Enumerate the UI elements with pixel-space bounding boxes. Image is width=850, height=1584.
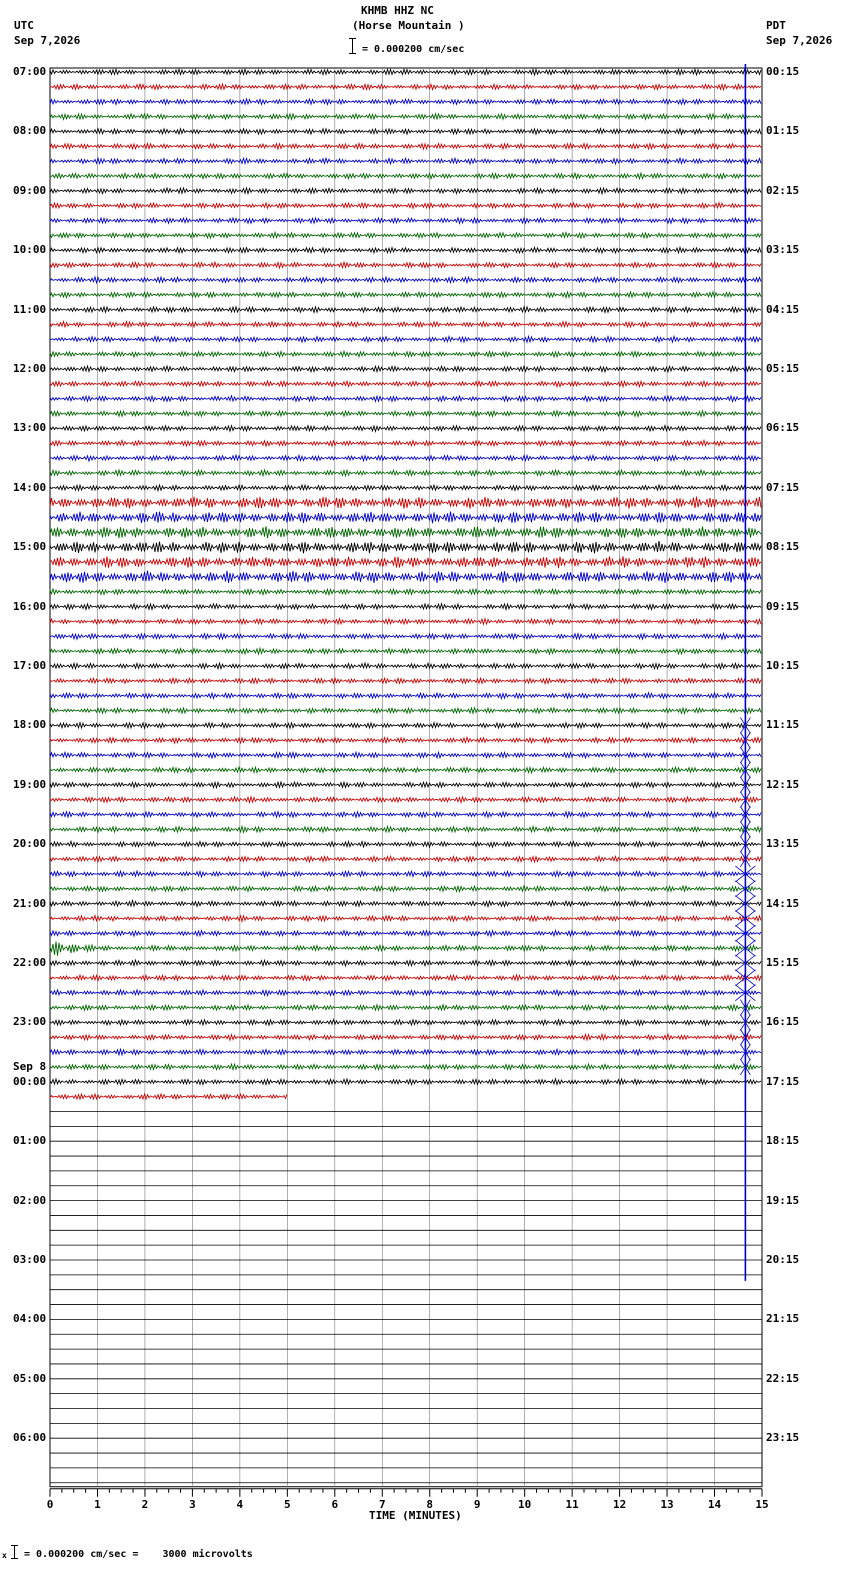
left-hour-label: 23:00 — [13, 1015, 47, 1029]
right-hour-label: 13:15 — [766, 837, 800, 851]
x-tick-label: 12 — [612, 1497, 627, 1511]
seismic-traces — [50, 64, 762, 1483]
footer-scale-bar-bottom-cap — [11, 1558, 18, 1559]
trace-line — [50, 916, 761, 922]
right-hour-label: 23:15 — [766, 1431, 800, 1445]
footer-mark: x — [2, 1551, 7, 1560]
trace-line — [50, 960, 761, 966]
right-hour-label: 01:15 — [766, 124, 800, 138]
trace-line — [50, 366, 761, 372]
right-hour-label: 03:15 — [766, 243, 800, 257]
x-tick-label: 7 — [378, 1497, 386, 1511]
trace-line — [50, 1005, 761, 1011]
station-title: KHMB HHZ NC — [361, 4, 434, 17]
trace-line — [50, 99, 761, 105]
x-tick-label: 13 — [660, 1497, 674, 1511]
trace-line — [50, 497, 761, 509]
trace-line — [50, 797, 761, 803]
trace-line — [50, 512, 761, 524]
right-hour-label: 11:15 — [766, 718, 800, 732]
right-hour-label: 00:15 — [766, 65, 800, 78]
left-timezone: UTC — [14, 19, 34, 32]
trace-line — [50, 1034, 761, 1040]
left-hour-label: 20:00 — [13, 837, 47, 851]
trace-line — [50, 663, 761, 669]
trace-line — [50, 604, 761, 610]
left-hour-label: 04:00 — [13, 1312, 47, 1326]
trace-line — [50, 737, 761, 743]
left-hour-label: 03:00 — [13, 1253, 47, 1266]
trace-line — [50, 886, 761, 892]
x-tick-label: 1 — [94, 1497, 101, 1511]
trace-line — [50, 277, 761, 283]
trace-line — [50, 411, 761, 417]
right-hour-label: 15:15 — [766, 956, 800, 969]
left-hour-label: 14:00 — [13, 480, 47, 494]
left-hour-label: 21:00 — [13, 896, 47, 910]
left-hour-label: 19:00 — [13, 777, 47, 791]
trace-line — [50, 826, 761, 832]
trace-line — [50, 634, 761, 640]
trace-line — [50, 871, 761, 877]
right-hour-label: 21:15 — [766, 1312, 800, 1326]
trace-line — [50, 1064, 761, 1070]
right-hour-label: 17:15 — [766, 1074, 800, 1088]
trace-line — [50, 84, 761, 90]
trace-line — [50, 782, 761, 788]
x-tick-label: 2 — [141, 1497, 149, 1511]
footer-scale-bar-top-cap — [11, 1545, 18, 1546]
left-date-change-label: Sep 8 — [13, 1059, 47, 1073]
trace-line — [50, 455, 761, 461]
left-hour-label: 02:00 — [13, 1193, 47, 1207]
left-hour-label: 13:00 — [13, 421, 47, 435]
trace-line — [50, 440, 761, 446]
right-hour-label: 04:15 — [766, 302, 800, 316]
left-hour-label: 00:00 — [13, 1074, 47, 1088]
x-tick-label: 8 — [426, 1497, 434, 1511]
trace-line — [50, 381, 761, 387]
right-hour-label: 16:15 — [766, 1015, 800, 1029]
trace-line — [50, 841, 761, 847]
trace-line — [50, 426, 761, 432]
right-hour-label: 14:15 — [766, 896, 800, 910]
trace-line — [50, 812, 761, 818]
right-hour-label: 20:15 — [766, 1253, 800, 1266]
trace-line — [50, 203, 761, 209]
trace-line — [50, 129, 761, 135]
trace-line — [50, 262, 761, 268]
x-axis — [47, 1489, 769, 1511]
left-hour-label: 18:00 — [13, 718, 47, 732]
x-tick-label: 3 — [189, 1497, 196, 1511]
trace-line — [50, 292, 761, 298]
trace-line — [50, 541, 761, 553]
trace-line — [50, 470, 761, 476]
trace-line — [50, 218, 761, 223]
trace-line — [50, 752, 761, 758]
x-tick-label: 15 — [755, 1497, 769, 1511]
trace-line — [50, 571, 761, 583]
trace-line — [50, 307, 761, 313]
left-hour-label: 08:00 — [13, 124, 47, 138]
trace-line — [50, 975, 761, 981]
right-date: Sep 7,2026 — [766, 34, 833, 47]
left-hour-label: 12:00 — [13, 362, 47, 375]
trace-line — [50, 767, 761, 773]
x-tick-label: 5 — [284, 1497, 291, 1511]
trace-line — [50, 1079, 761, 1085]
trace-line — [50, 901, 761, 907]
left-hour-label: 06:00 — [13, 1431, 47, 1445]
x-tick-label: 0 — [46, 1497, 54, 1511]
x-tick-label: 9 — [473, 1497, 481, 1511]
scale-label: = 0.000200 cm/sec — [362, 44, 465, 55]
trace-line — [50, 173, 761, 179]
trace-line — [50, 69, 761, 75]
trace-line — [50, 247, 761, 253]
trace-line — [50, 931, 761, 937]
trace-line — [50, 556, 761, 568]
trace-line — [50, 188, 761, 194]
left-hour-label: 10:00 — [13, 243, 47, 257]
right-hour-label: 06:15 — [766, 421, 800, 435]
right-hour-label: 05:15 — [766, 362, 800, 375]
trace-line — [50, 526, 761, 538]
right-hour-label: 09:15 — [766, 599, 800, 613]
trace-line — [50, 396, 761, 402]
trace-line — [50, 143, 761, 149]
x-axis-label: TIME (MINUTES) — [369, 1509, 462, 1522]
trace-line — [50, 723, 761, 729]
trace-line — [50, 589, 761, 595]
trace-line — [50, 232, 761, 238]
x-tick-label: 4 — [236, 1497, 244, 1511]
right-hour-label: 19:15 — [766, 1193, 800, 1207]
left-hour-label: 05:00 — [13, 1371, 47, 1385]
x-tick-label: 14 — [707, 1497, 722, 1511]
right-timezone: PDT — [766, 19, 786, 32]
x-tick-label: 6 — [331, 1497, 339, 1511]
left-hour-label: 22:00 — [13, 956, 47, 969]
trace-line — [50, 990, 761, 996]
left-hour-label: 07:00 — [13, 65, 47, 78]
trace-line — [50, 648, 761, 654]
trace-line — [50, 856, 761, 862]
trace-line — [50, 336, 761, 342]
left-hour-label: 09:00 — [13, 183, 47, 197]
trace-line — [50, 1094, 287, 1099]
right-hour-label: 07:15 — [766, 480, 800, 494]
footer-scale-bar-icon — [14, 1545, 15, 1559]
trace-line — [50, 678, 761, 684]
right-hour-label: 08:15 — [766, 540, 800, 554]
right-hour-label: 22:15 — [766, 1371, 800, 1385]
trace-line — [50, 351, 761, 357]
trace-line — [50, 1020, 761, 1026]
footer-scale-note: = 0.000200 cm/sec = 3000 microvolts — [24, 1549, 253, 1560]
left-hour-label: 15:00 — [13, 540, 47, 554]
trace-line — [50, 942, 761, 956]
right-hour-label: 10:15 — [766, 659, 800, 672]
trace-line — [50, 485, 761, 491]
right-hour-label: 18:15 — [766, 1134, 800, 1148]
station-location: (Horse Mountain ) — [352, 19, 465, 32]
x-tick-label: 10 — [518, 1497, 532, 1511]
trace-line — [50, 708, 761, 714]
right-hour-label: 02:15 — [766, 183, 800, 197]
trace-line — [50, 619, 761, 625]
right-hour-label: 12:15 — [766, 777, 800, 791]
trace-line — [50, 158, 761, 164]
x-tick-label: 11 — [565, 1497, 579, 1511]
trace-line — [50, 1049, 761, 1055]
left-hour-label: 16:00 — [13, 599, 47, 613]
trace-line — [50, 693, 761, 699]
left-hour-label: 11:00 — [13, 302, 47, 316]
left-hour-label: 01:00 — [13, 1134, 47, 1148]
trace-line — [50, 114, 761, 120]
trace-line — [50, 322, 761, 328]
left-hour-label: 17:00 — [13, 659, 47, 672]
left-date: Sep 7,2026 — [14, 34, 81, 47]
